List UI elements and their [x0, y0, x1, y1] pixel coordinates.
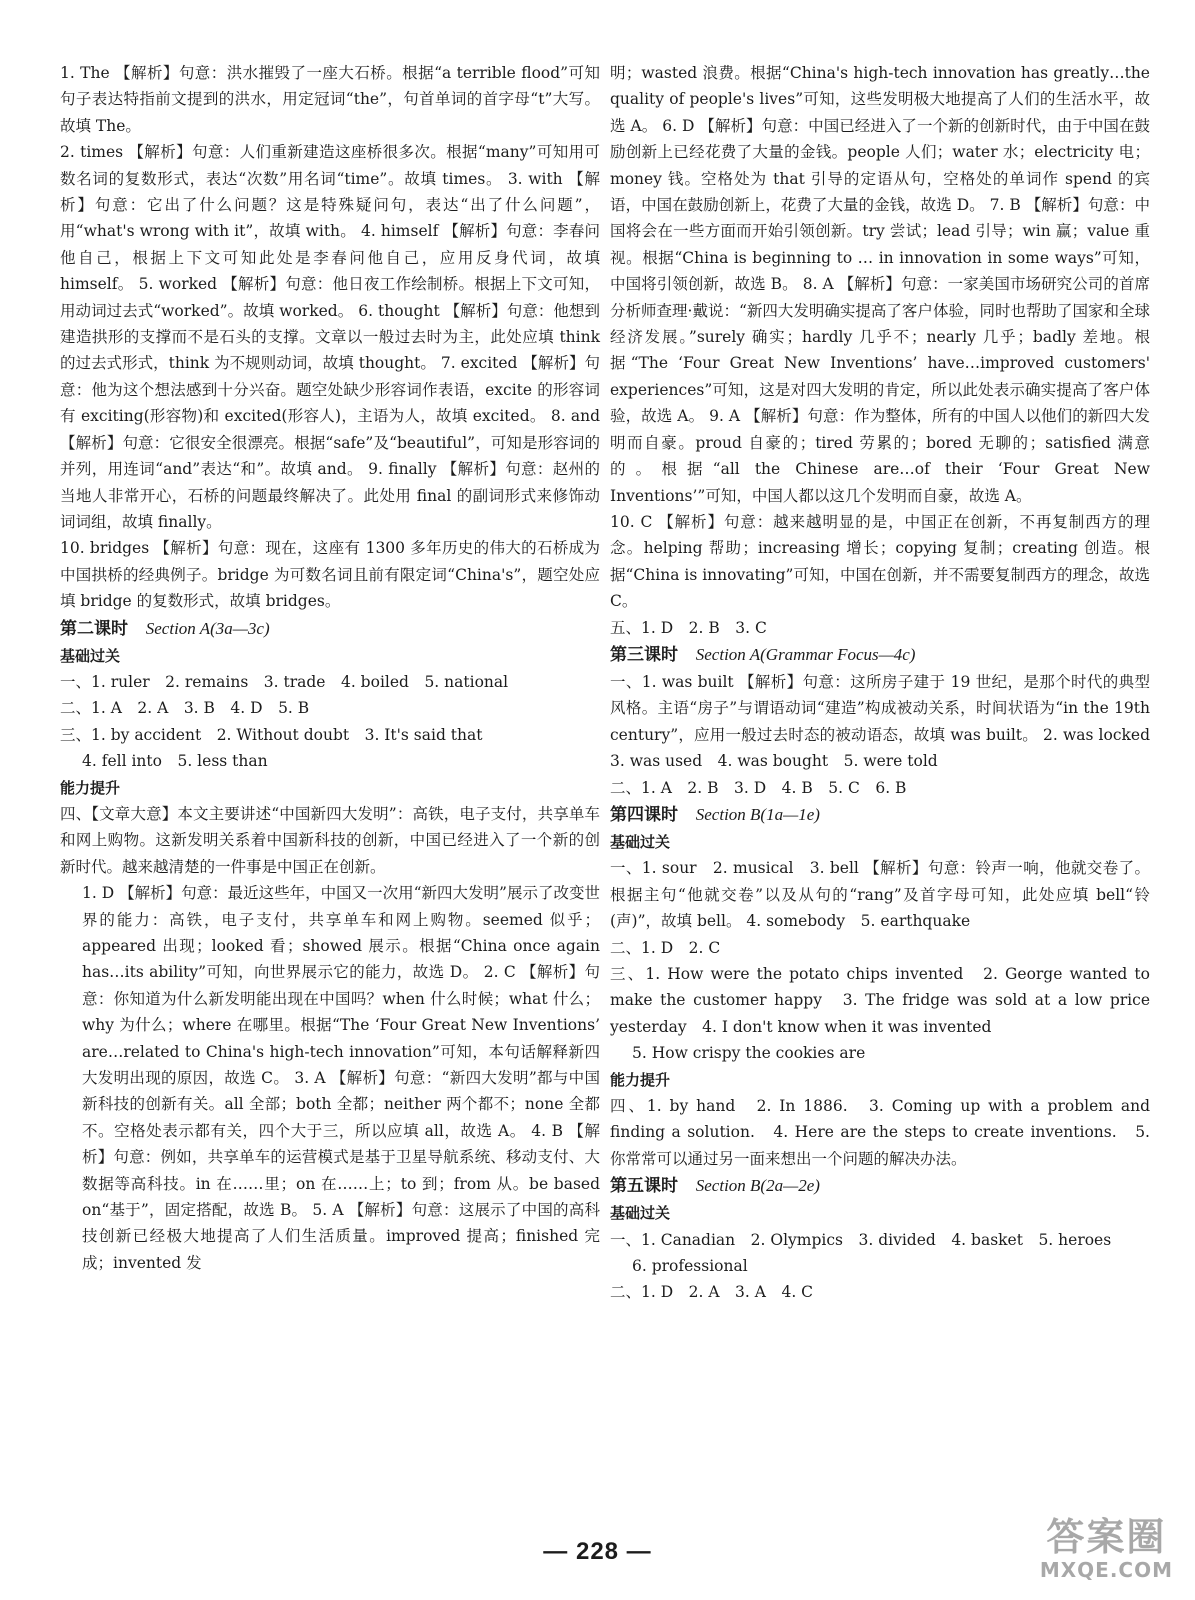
lesson-section: Section B(2a—2e) [695, 1176, 820, 1196]
subsection-label: 基础过关 [610, 832, 671, 851]
answer-paragraph: 三、1. How were the potato chips invented 2. George wanted to make the customer happy 3. The fridge was sold at a low price yesterday 4. I don't know when it was invented [610, 965, 1150, 1036]
answer-paragraph: 10. bridges 【解析】句意：现在，这座有 1300 多年历史的伟大的石桥成为中国拱桥的经典例子。bridge 为可数名词且前有限定词“China's”，题空处应填 bridge 的复数形式，故填 bridges。 [60, 539, 600, 611]
answer-row: 一、1. ruler 2. remains 3. trade 4. boiled 5. national [60, 672, 509, 691]
answer-row: 五、1. D 2. B 3. C [610, 618, 767, 637]
lesson-heading [60, 615, 600, 643]
answer-row: 二、1. A 2. A 3. B 4. D 5. B [60, 699, 310, 718]
watermark-logo [1040, 1516, 1173, 1582]
answer-paragraph: 四、【文章大意】本文主要讲述“中国新四大发明”：高铁，电子支付，共享单车和网上购物。这新发明关系着中国新科技的创新，中国已经进入了一个新的创新时代。越来越清楚的一件事是中国正在创新。 [60, 804, 600, 876]
page-number: — 228 — [543, 1538, 652, 1565]
lesson-title: 第五课时 [610, 1176, 678, 1197]
left-column [60, 60, 600, 1276]
lesson-section: Section A(3a—3c) [145, 618, 270, 638]
answer-row: 二、1. A 2. B 3. D 4. B 5. C 6. B [610, 778, 907, 797]
subsection-label: 基础过关 [60, 646, 121, 665]
subsection-label: 能力提升 [610, 1070, 671, 1089]
lesson-title: 第二课时 [60, 618, 128, 639]
lesson-title: 第三课时 [610, 644, 678, 665]
answer-row: 5. How crispy the cookies are [632, 1044, 866, 1063]
watermark-url: MXQE.COM [1039, 1558, 1173, 1582]
answer-paragraph: 四、1. by hand 2. In 1886. 3. Coming up with a problem and finding a solution. 4. Here are the steps to create inventions. 5. 你常常可以通过另一面来想出一个问题的解决办法。 [610, 1097, 1150, 1168]
answer-paragraph: 一、1. sour 2. musical 3. bell 【解析】句意：铃声一响，他就交卷了。根据主句“他就交卷”以及从句的“rang”及首字母可知，此处应填 bell“铃(声)”，故填 bell。 4. somebody 5. earthquake [610, 859, 1150, 931]
subsection-label: 基础过关 [610, 1204, 671, 1223]
answer-row: 4. fell into 5. less than [82, 752, 268, 771]
lesson-section: Section A(Grammar Focus—4c) [695, 644, 916, 664]
lesson-section: Section B(1a—1e) [695, 804, 820, 824]
answer-row: 二、1. D 2. C [610, 938, 721, 957]
answer-paragraph: 1. The 【解析】句意：洪水摧毁了一座大石桥。根据“a terrible flood”可知句子表达特指前文提到的洪水，用定冠词“the”，句首单词的首字母“t”大写。故填 The。 [60, 64, 600, 135]
lesson-heading [610, 801, 1150, 829]
answer-paragraph: 1. D 【解析】句意：最近这些年，中国又一次用“新四大发明”展示了改变世界的能力：高铁，电子支付，共享单车和网上购物。seemed 似乎；appeared 出现；looked 看；showed 展示。根据“China once again has…its ability”可知，向世界展示它的能力，故选 D。 2. C 【解析】句意：你知道为什么新发明能出现在中国吗？when 什么时候；what 什么；why 为什么；where 在哪里。根据“The ‘Four Great New Inventions’ are…related to China's high-tech innovation”可知，本句话解释新四大发明出现的原因，故选 C。 3. A 【解析】句意：“新四大发明”都与中国新科技的创新有关。all 全部；both 全都；neither 两个都不；none 全都不。空格处表示都有关，四个大于三，所以应填 all，故选 A。 4. B 【解析】句意：例如，共享单车的运营模式是基于卫星导航系统、移动支付、大数据等高科技。in 在……里；on 在……上；to 到；from 从。be based on“基于”，固定搭配，故选 B。 5. A 【解析】句意：这展示了中国的高科技创新已经极大地提高了人们生活质量。improved 提高；finished 完成；invented 发 [82, 884, 600, 1272]
answer-row: 三、1. by accident 2. Without doubt 3. It's said that [60, 725, 483, 744]
lesson-title: 第四课时 [610, 804, 678, 825]
right-column [610, 60, 1166, 1306]
lesson-heading [610, 1172, 1150, 1200]
watermark-title: 答案圈 [1046, 1515, 1167, 1559]
answer-paragraph: 10. C 【解析】句意：越来越明显的是，中国正在创新，不再复制西方的理念。helping 帮助；increasing 增长；copying 复制；creating 创造。根据“China is innovating”可知，中国在创新，并不需要复制西方的理念，故选 C。 [610, 512, 1150, 611]
lesson-heading [610, 641, 1150, 669]
subsection-label: 能力提升 [60, 778, 121, 797]
answer-row: 二、1. D 2. A 3. A 4. C [610, 1283, 814, 1302]
answer-paragraph: 2. times 【解析】句意：人们重新建造这座桥很多次。根据“many”可知用可数名词的复数形式，表达“次数”用名词“time”。故填 times。 3. with 【解析】句意：它出了什么问题？这是特殊疑问句，表达“出了什么问题”，用“what's wrong with it”，故填 with。 4. himself 【解析】句意：李春问他自己，根据上下文可知此处是李春问他自己，应用反身代词，故填 himself。 5. worked 【解析】句意：他日夜工作绘制桥。根据上下文可知，用动词过去式“worked”。故填 worked。 6. thought 【解析】句意：他想到建造拱形的支撑而不是石头的支撑。文章以一般过去时为主，此处应填 think 的过去式形式，think 为不规则动词，故填 thought。 7. excited 【解析】句意：他为这个想法感到十分兴奋。题空处缺少形容词作表语，excite 的形容词有 exciting(形容物)和 excited(形容人)，主语为人，故填 excited。 8. and 【解析】句意：它很安全很漂亮。根据“safe”及“beautiful”，可知是形容词的并列，用连词“and”表达“和”。故填 and。 9. finally 【解析】句意：赵州的当地人非常开心，石桥的问题最终解决了。此处用 final 的副词形式来修饰动词词组，故填 finally。 [60, 143, 600, 531]
answer-row: 一、1. Canadian 2. Olympics 3. divided 4. basket 5. heroes [610, 1230, 1112, 1249]
answer-paragraph: 一、1. was built 【解析】句意：这所房子建于 19 世纪，是那个时代的典型风格。主语“房子”与谓语动词“建造”构成被动关系，时间状语为“in the 19th century”，应用一般过去时态的被动语态，故填 was built。 2. was locked 3. was used 4. was bought 5. were told [610, 672, 1166, 771]
answer-paragraph: 明；wasted 浪费。根据“China's high-tech innovation has greatly…the quality of people's lives”可知，这些发明极大地提高了人们的生活水平，故选 A。 6. D 【解析】句意：中国已经进入了一个新的创新时代，由于中国在鼓励创新上已经花费了大量的金钱。people 人们；water 水；electricity 电；money 钱。空格处为 that 引导的定语从句，空格处的单词作 spend 的宾语，中国在鼓励创新上，花费了大量的金钱，故选 D。 7. B 【解析】句意：中国将会在一些方面而开始引领创新。try 尝试；lead 引导；win 赢；value 重视。根据“China is beginning to … in innovation in some ways”可知，中国将引领创新，故选 B。 8. A 【解析】句意：一家美国市场研究公司的首席分析师查理·戴说：“新四大发明确实提高了客户体验，同时也帮助了国家和全球经济发展。”surely 确实；hardly 几乎不；nearly 几乎；badly 差地。根据“The ‘Four Great New Inventions’ have…improved customers' experiences”可知，这是对四大发明的肯定，所以此处表示确实提高了客户体验，故选 A。 9. A 【解析】句意：作为整体，所有的中国人以他们的新四大发明而自豪。proud 自豪的；tired 劳累的；bored 无聊的；satisfied 满意的。根据“all the Chinese are…of their ‘Four Great New Inventions’”可知，中国人都以这几个发明而自豪，故选 A。 [610, 64, 1150, 505]
answer-row: 6. professional [632, 1257, 748, 1276]
